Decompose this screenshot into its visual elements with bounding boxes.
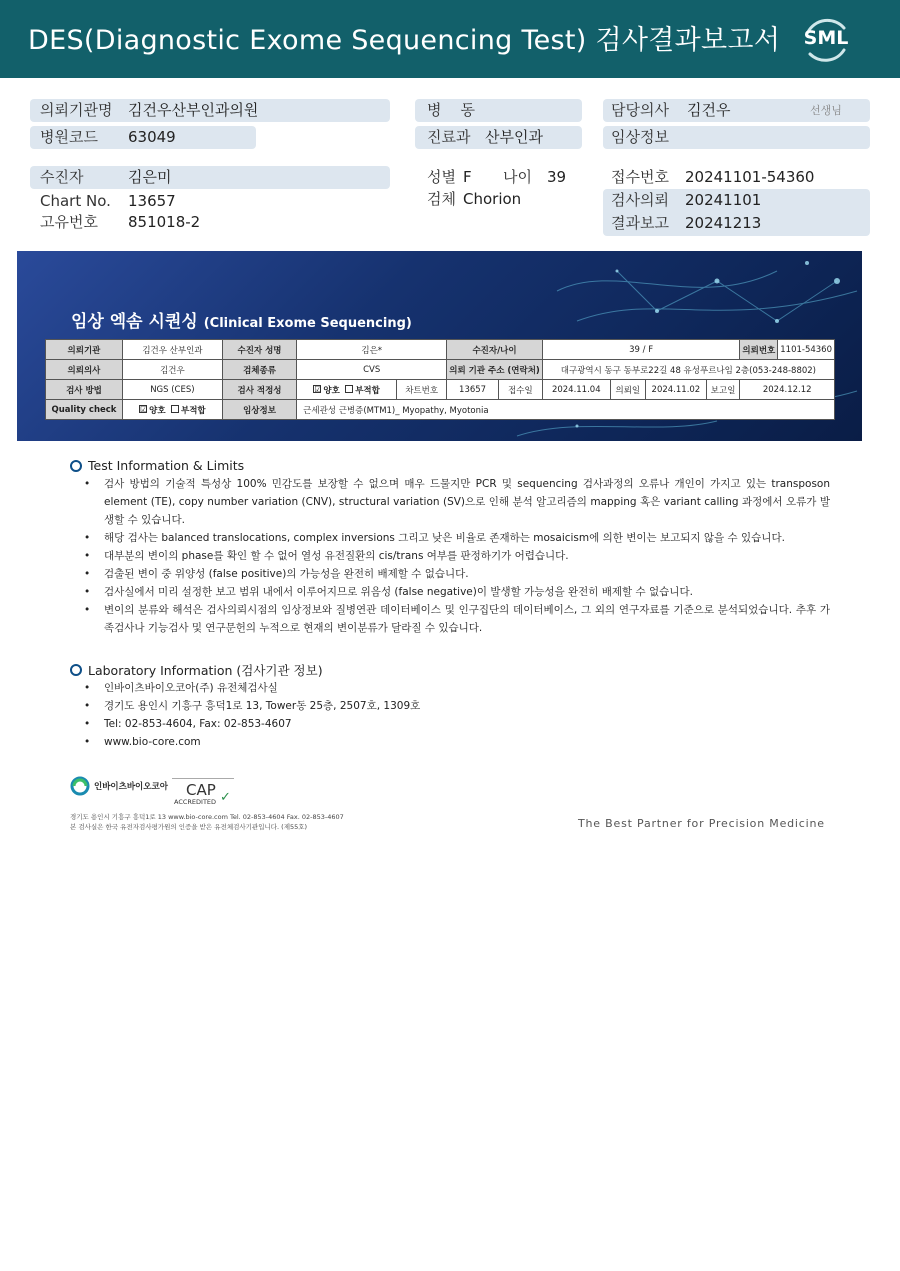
chart-row [30, 190, 330, 213]
report-header [0, 0, 900, 78]
institution-row [30, 99, 390, 122]
specimen-label: 검체 [427, 190, 456, 208]
hospital-code-row [30, 126, 256, 149]
request-label: 검사의뢰 [611, 191, 669, 209]
chart-label: Chart No. [40, 192, 111, 210]
clinical-label: 임상정보 [611, 128, 669, 146]
report-date-value: 20241213 [685, 214, 762, 232]
request-value: 20241101 [685, 191, 762, 209]
list-item: • 검사실에서 미리 설정한 보고 범위 내에서 이루어지므로 위음성 (false negative)이 발생할 가능성을 완전히 배제할 수 없습니다. [82, 583, 830, 601]
list-item: • 대부분의 변이의 phase를 확인 할 수 없어 열성 유전질환의 cis/trans 여부를 판정하기가 어렵습니다. [82, 547, 830, 565]
patient-label: 수진자 [40, 168, 84, 186]
list-item: • 경기도 용인시 기흥구 흥덕1로 13, Tower동 25층, 2507호, 1309호 [82, 697, 830, 715]
list-item: • Tel: 02-853-4604, Fax: 02-853-4607 [82, 715, 830, 733]
cap-logo: CAP ACCREDITED ✓ [172, 778, 234, 808]
report-date-label: 결과보고 [611, 214, 669, 232]
check-icon: ✓ [220, 790, 231, 805]
partner-slogan: The Best Partner for Precision Medicine [578, 817, 825, 830]
adequacy-options: ☑ 양호 부적합 [297, 380, 397, 400]
section-bullet-icon [70, 460, 82, 472]
specimen-value: Chorion [463, 190, 522, 208]
receipt-row [603, 166, 870, 189]
quality-bad-checkbox [171, 405, 179, 413]
sex-label: 성별 [427, 168, 456, 186]
list-item: • www.bio-core.com [82, 733, 830, 751]
chart-value: 13657 [128, 192, 176, 210]
list-item: • 변이의 분류와 해석은 검사의뢰시점의 임상정보와 질병연관 데이터베이스 및 인구집단의 데이터베이스, 그 외의 연구자료를 기준으로 분석되었습니다. 추후 가족검사나 기능검사 및 연구문헌의 누적으로 현재의 변이분류가 달라질 수 있습니다. [82, 601, 830, 637]
list-item: • 검출된 변이 중 위양성 (false positive)의 가능성을 완전히 배제할 수 없습니다. [82, 565, 830, 583]
id-row [30, 211, 330, 234]
request-report-block [603, 189, 870, 236]
dept-row [415, 126, 582, 149]
company-logo-icon [70, 776, 90, 796]
table-row: 검사 방법 NGS (CES) 검사 적정성 ☑ 양호 부적합 차트번호 13657 접수일 2024.11.04 의뢰일 2024.11.02 보고일 2024.12.12 [46, 380, 835, 400]
clinical-row [603, 126, 870, 149]
sml-logo: SML [798, 12, 854, 68]
test-info-list [82, 475, 830, 637]
quality-options: ☑ 양호 부적합 [122, 400, 222, 420]
section-bullet-icon [70, 664, 82, 676]
patient-value: 김은미 [128, 168, 172, 186]
institution-value: 김건우산부인과의원 [128, 101, 259, 119]
receipt-label: 접수번호 [611, 168, 669, 186]
clinical-exome-banner [17, 251, 862, 441]
ward-row [415, 99, 582, 122]
table-row: 의뢰의사 김건우 검체종류 CVS 의뢰 기관 주소 (연락처) 대구광역시 동구 동부로22길 48 유성푸르나임 2층(053-248-8802) [46, 360, 835, 380]
lab-info-section [70, 661, 323, 679]
list-item: • 해당 검사는 balanced translocations, complex inversions 그리고 낮은 비율로 존재하는 mosaicism에 의한 변이는 보고되지 않을 수 있습니다. [82, 529, 830, 547]
report-title: DES(Diagnostic Exome Sequencing Test) 검사결과보고서 [28, 25, 781, 56]
list-item: • 인바이츠바이오코아(주) 유전체검사실 [82, 679, 830, 697]
dept-label: 진료과 [427, 128, 471, 146]
list-item: • 검사 방법의 기술적 특성상 100% 민감도를 보장할 수 없으며 매우 드물지만 PCR 및 sequencing 검사과정의 오류나 개인이 가지고 있는 transposon element (TE), copy number variation (CNV), structural variation (SV)으로 인해 분석 알고리즘의 mapping 혹은 variant calling 과정에서 오류가 발생할 수 있습니다. [82, 475, 830, 529]
id-label: 고유번호 [40, 213, 98, 231]
lab-info-heading: Laboratory Information (검사기관 정보) [88, 663, 323, 678]
receipt-value: 20241101-54360 [685, 168, 815, 186]
adequacy-good-checkbox: ☑ [314, 385, 322, 394]
doctor-value: 김건우 [687, 101, 731, 119]
test-info-heading: Test Information & Limits [88, 458, 245, 473]
hospital-code-label: 병원코드 [40, 128, 98, 146]
doctor-label: 담당의사 [611, 101, 669, 119]
footer-cert: 본 검사실은 한국 유전자검사평가원의 인증을 받은 유전체검사기관입니다. (제55호) [70, 823, 308, 831]
test-info-section [70, 458, 244, 473]
company-logo: 인바이츠바이오코아 [70, 776, 168, 796]
age-label: 나이 [503, 168, 532, 186]
table-row: Quality check ☑ 양호 부적합 임상정보 근세관성 근병증(MTM1)_ Myopathy, Myotonia [46, 400, 835, 420]
sex-age-row [415, 166, 585, 189]
patient-row [30, 166, 390, 189]
sex-value: F [463, 168, 472, 186]
ward-label: 병 동 [427, 101, 476, 119]
age-value: 39 [547, 168, 567, 186]
table-row: 의뢰기관 김건우 산부인과 수진자 성명 김은* 수진자/나이 39 / F 의뢰번호 1101-54360 [46, 340, 835, 360]
dept-value: 산부인과 [485, 128, 543, 146]
banner-title: 임상 엑솜 시퀀싱 (Clinical Exome Sequencing) [71, 312, 412, 332]
hospital-code-value: 63049 [128, 128, 176, 146]
quality-good-checkbox: ☑ [140, 405, 148, 414]
specimen-row [415, 188, 585, 211]
doctor-suffix: 선생님 [810, 104, 842, 117]
doctor-row [603, 99, 870, 122]
footer-address: 경기도 용인시 기흥구 흥덕1로 13 www.bio-core.com Tel. 02-853-4604 Fax. 02-853-4607 [70, 813, 344, 821]
adequacy-bad-checkbox [345, 385, 353, 393]
institution-label: 의뢰기관명 [40, 101, 113, 119]
lab-info-list [82, 679, 830, 751]
summary-table [45, 339, 835, 420]
id-value: 851018-2 [128, 213, 201, 231]
